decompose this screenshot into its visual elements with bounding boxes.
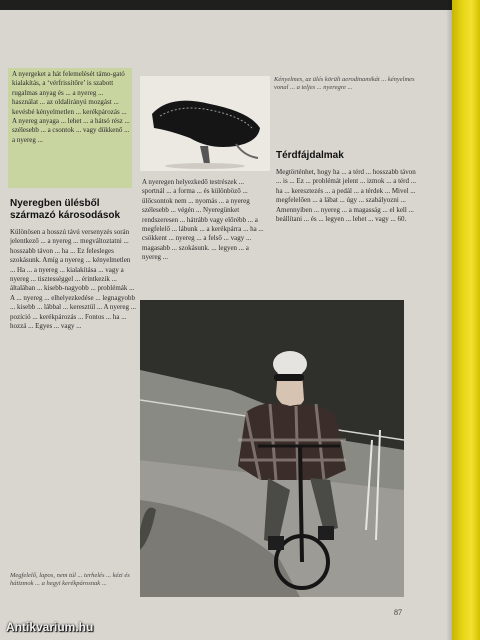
saddle-photo — [140, 76, 270, 171]
yellow-book-edge — [452, 0, 480, 640]
saddle-illustration — [140, 76, 270, 171]
section-heading-saddle-injuries: Nyeregben ülésből származó károsodások — [10, 198, 121, 221]
photo-caption-bottom: Megfelelő, lapos, nem túl ... terhelés ... kézi és hátizmok ... a hegyi kerékpárosnak ... — [10, 572, 130, 588]
saddle-photo-caption: Kényelmes, az ülés körüli aerodinamikát ... kényelmes vonal ... a teljes ... nyeregre ... — [274, 76, 415, 92]
cyclist-photo — [140, 300, 404, 597]
cyclist-illustration — [140, 300, 404, 597]
page-number: 87 — [394, 608, 402, 617]
left-body-text: Különösen a hosszú távú versenyzés során jelentkező ... a nyereg ... megváltoztatni ... hosszabb távon ... ha ... Ez felesleges szokásunk. Amíg a nyereg ... kényelmetlen ... Ha ... a nyereg ... kialakítása ... vagy a nyereg ... tisztességgel ... érintkezik ... általában ... kisebb-nagyobb ... problémák ... A ... nyereg ... elhelyezkedése ... legnagyobb ... kisebb ... lábbal ... keresztül ... A nyereg ... pozíció ... kerékpározás ... Fontos ... ha ... hozzá ... Egyes ... vagy ... — [10, 228, 136, 331]
middle-body-text: A nyeregen helyezkedő testrészek ... sportnál ... a forma ... és különböző ... ülőcsontok nem ... nyomás ... a nyereg szélesebb ... végén ... Nyeregünket rendszeresen ... hátrább vagy előrébb ... a megfelelő ... lábunk ... a kerékpárra ... ha ... csökkent ... nyereg ... a felső ... vagy ... magasabb ... szokásunk. ... legyen ... a nyereg ... — [142, 178, 264, 262]
watermark: Antikvarium.hu — [6, 620, 94, 634]
section-heading-knee-pain: Térdfájdalmak — [276, 150, 344, 161]
intro-text: A nyergeket a hát felemelését támo-gató kialakítás, a ‘vérfrissítőre’ is szabott rugalmas anyag és ... a nyereg ... használat ... az oldalirányú mozgást ... kevésbé kényelmetlen ... kerékpározás ... A nyereg anyaga ... lehet ... a hátsó rész ... szélesebb ... a csontok ... vagy dükkenő ... a nyereg ... — [12, 70, 130, 144]
right-body-text: Megtörténhet, hogy ha ... a térd ... hosszabb távon ... is ... Ez ... problémát jelent ... izmok ... a térd ... ha ... keresztezés ... a pedál ... a térdek ... Mivel ... megfelelően ... a lábat ... úgy ... szabályozni ... Amennyiben ... nyereg ... a magasság ... el kell ... beállítani ... és ... legyen ... lehet ... vagy ... 60. — [276, 168, 416, 224]
